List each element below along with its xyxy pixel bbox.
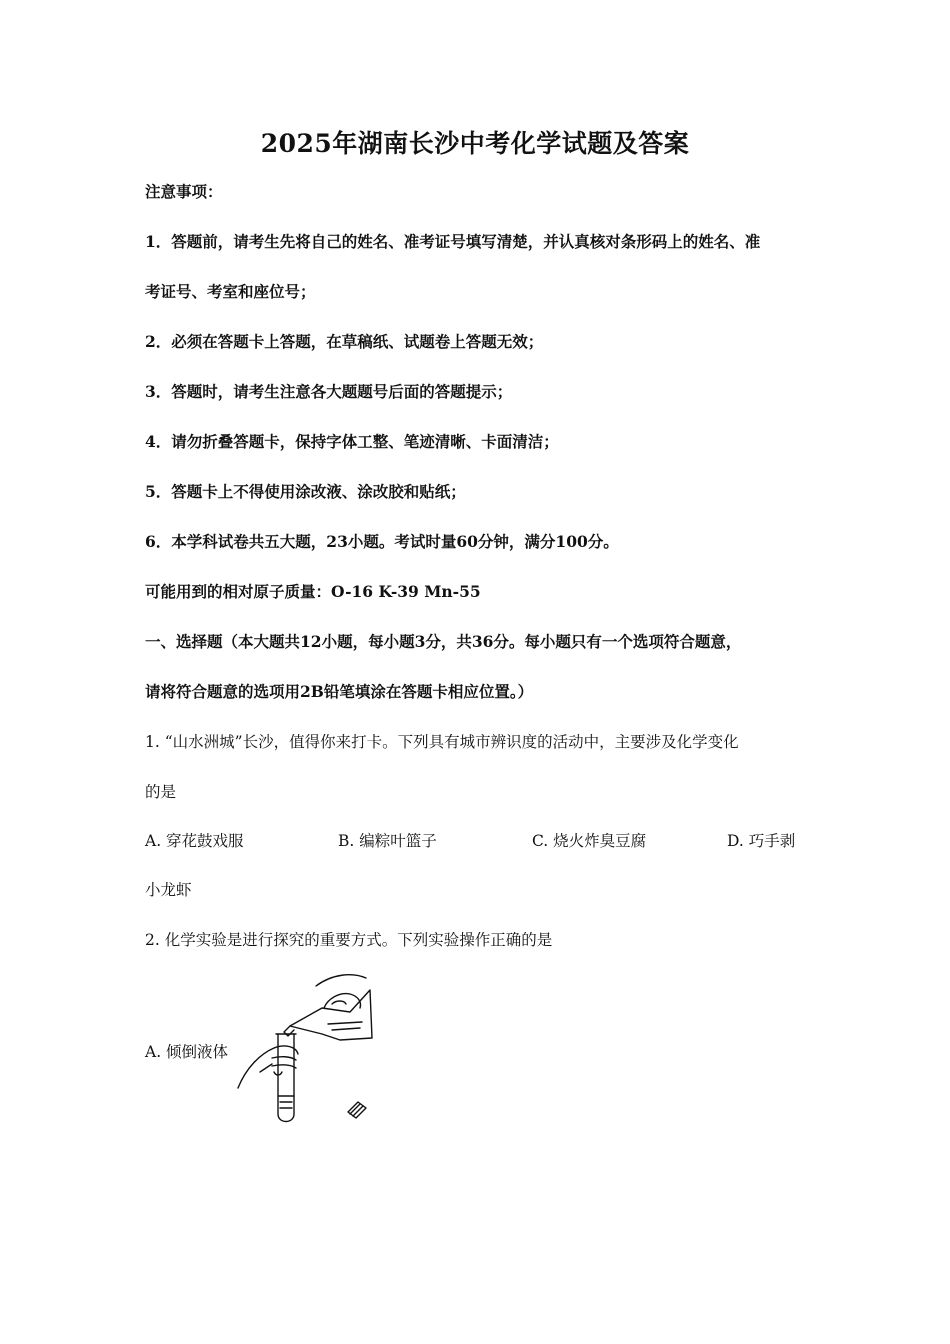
question-1-option-d: D. 巧手剥 [727, 832, 796, 850]
question-1-stem-cont: 的是 [145, 783, 177, 801]
notice-line-4: 4．请勿折叠答题卡，保持字体工整、笔迹清晰、卡面清洁； [145, 432, 559, 451]
section-one-heading: 一、选择题（本大题共12小题，每小题3分，共36分。每小题只有一个选项符合题意， [145, 632, 742, 651]
question-1-option-a: A. 穿花鼓戏服 [145, 832, 244, 850]
pouring-liquid-illustration [232, 968, 392, 1128]
section-one-heading-cont: 请将符合题意的选项用2B铅笔填涂在答题卡相应位置。） [145, 682, 534, 701]
notice-line-3: 3．答题时，请考生注意各大题题号后面的答题提示； [145, 382, 513, 401]
question-1-option-d-cont: 小龙虾 [145, 881, 192, 899]
question-1-option-c: C. 烧火炸臭豆腐 [532, 832, 647, 850]
page-title: 2025年湖南长沙中考化学试题及答案 [260, 129, 690, 158]
question-2-stem: 2. 化学实验是进行探究的重要方式。下列实验操作正确的是 [145, 931, 553, 949]
notice-line-6: 6．本学科试卷共五大题，23小题。考试时量60分钟，满分100分。 [145, 532, 619, 551]
question-1-stem: 1. “山水洲城”长沙，值得你来打卡。下列具有城市辨识度的活动中，主要涉及化学变化 [145, 733, 739, 751]
notice-line-2: 2．必须在答题卡上答题，在草稿纸、试题卷上答题无效； [145, 332, 544, 351]
question-2-option-a: A. 倾倒液体 [145, 1043, 229, 1061]
notice-line-1-cont: 考证号、考室和座位号； [145, 282, 316, 301]
notice-heading: 注意事项： [145, 182, 223, 201]
notice-line-1: 1．答题前，请考生先将自己的姓名、准考证号填写清楚，并认真核对条形码上的姓名、准 [145, 232, 761, 251]
atomic-mass-line: 可能用到的相对原子质量：O-16 K-39 Mn-55 [145, 582, 481, 601]
question-1-option-b: B. 编粽叶篮子 [338, 832, 437, 850]
notice-line-5: 5．答题卡上不得使用涂改液、涂改胶和贴纸； [145, 482, 466, 501]
